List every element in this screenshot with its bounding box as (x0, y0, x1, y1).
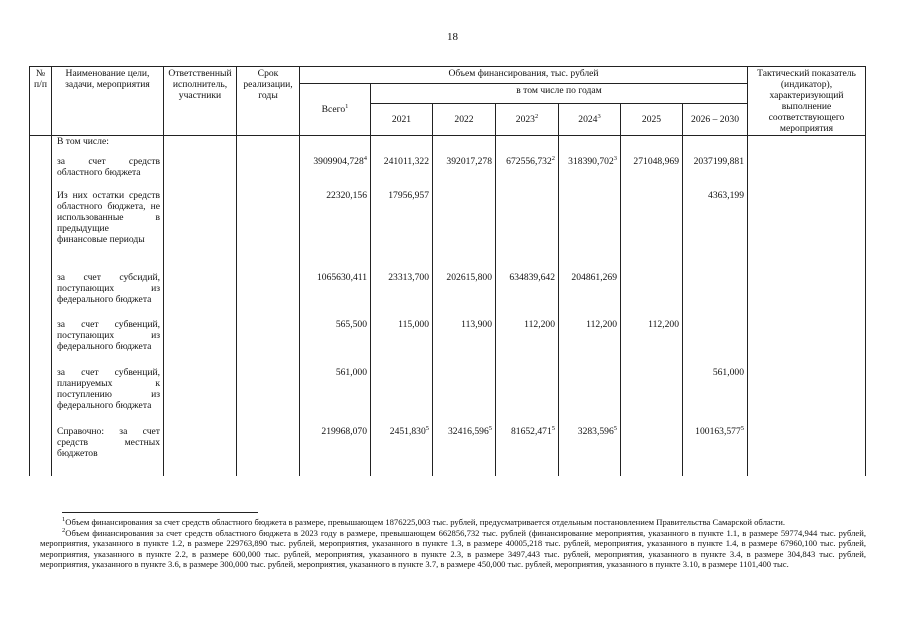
cell-year-value: 112,200 (621, 319, 683, 367)
cell-year-value: 100163,577$^5$ (683, 426, 748, 476)
col-header-year: 2023$^2$ (496, 104, 559, 136)
cell-num (30, 272, 52, 319)
cell-indicator (748, 136, 866, 156)
cell-num (30, 426, 52, 476)
cell-year-value (683, 272, 748, 319)
footnotes (40, 517, 866, 570)
cell-year-value (433, 367, 496, 426)
cell-term (237, 190, 300, 272)
cell-num (30, 136, 52, 156)
col-header-year: 2022 (433, 104, 496, 136)
cell-year-value: 112,200 (559, 319, 621, 367)
cell-name: В том числе: (52, 136, 164, 156)
cell-name: за счет средств областного бюджета (52, 156, 164, 190)
cell-responsible (164, 272, 237, 319)
cell-year-value: 3283,596$^5$ (559, 426, 621, 476)
cell-year-value (371, 367, 433, 426)
cell-year-value: 2451,830$^5$ (371, 426, 433, 476)
cell-year-value (683, 136, 748, 156)
cell-responsible (164, 367, 237, 426)
cell-term (237, 319, 300, 367)
cell-name: за счет субвенций, планируемых к поступлению из федерального бюджета (52, 367, 164, 426)
cell-year-value: 4363,199 (683, 190, 748, 272)
col-header-total: Всего$^1$ (300, 84, 371, 136)
cell-responsible (164, 426, 237, 476)
cell-year-value: 271048,969 (621, 156, 683, 190)
cell-num (30, 367, 52, 426)
cell-year-value (496, 190, 559, 272)
cell-year-value: 202615,800 (433, 272, 496, 319)
cell-year-value (433, 190, 496, 272)
cell-indicator (748, 367, 866, 426)
table-row (30, 156, 866, 190)
cell-num (30, 190, 52, 272)
cell-total: 22320,156 (300, 190, 371, 272)
cell-year-value (371, 136, 433, 156)
footnote: $^2$Объем финансирования за счет средств областного бюджета в 2023 году в размере, превышающем 662856,732 тыс. рублей (финансирование мероприятия, указанного в пункте 1.1, в размере 59774,944 тыс. рублей, мероприятия, указанного в пункте 1.2, в размере 229763,890 тыс. рублей, мероприятия, указанного в пункте 1.3, в размере 40005,218 тыс. рублей, мероприятия, указанного в пункте 1.4, в размере 67960,100 тыс. рублей, мероприятия, указанного в пункте 2.2, в размере 600,000 тыс. рублей, мероприятия, указанного в пункте 2.3, в размере 3497,443 тыс. рублей, мероприятия, указанного в пункте 3.4, в размере 304,843 тыс. рублей, мероприятия, указанного в пункте 3.6, в размере 300,000 тыс. рублей, мероприятия, указанного в пункте 3.7, в размере 450,000 тыс. рублей, мероприятия, указанного в пункте 3.10, в размере 1101,400 тыс. (40, 526, 866, 570)
cell-responsible (164, 190, 237, 272)
cell-year-value: 113,900 (433, 319, 496, 367)
cell-year-value: 81652,471$^5$ (496, 426, 559, 476)
cell-year-value (683, 319, 748, 367)
footnote-separator (62, 512, 258, 513)
cell-indicator (748, 156, 866, 190)
cell-num (30, 319, 52, 367)
col-header-responsible: Ответственный исполнитель, участники (164, 67, 237, 136)
cell-responsible (164, 319, 237, 367)
cell-year-value: 112,200 (496, 319, 559, 367)
cell-year-value (559, 367, 621, 426)
cell-year-value: 318390,702$^3$ (559, 156, 621, 190)
cell-year-value: 204861,269 (559, 272, 621, 319)
funding-table (29, 66, 866, 476)
cell-term (237, 136, 300, 156)
col-header-indicator: Тактический показатель (индикатор), характеризующий выполнение соответствующего мероприятия (748, 67, 866, 136)
table-row (30, 272, 866, 319)
cell-indicator (748, 319, 866, 367)
col-header-name: Наименование цели, задачи, мероприятия (52, 67, 164, 136)
table-row (30, 367, 866, 426)
cell-year-value: 392017,278 (433, 156, 496, 190)
col-header-term: Срок реализации, годы (237, 67, 300, 136)
cell-year-value (559, 190, 621, 272)
table-row (30, 426, 866, 476)
col-header-num: № п/п (30, 67, 52, 136)
col-header-year: 2024$^3$ (559, 104, 621, 136)
col-header-by-years: в том числе по годам (371, 84, 748, 104)
table-row (30, 190, 866, 272)
cell-num (30, 156, 52, 190)
cell-term (237, 367, 300, 426)
table-row (30, 319, 866, 367)
cell-year-value: 561,000 (683, 367, 748, 426)
cell-year-value (621, 272, 683, 319)
cell-total: 565,500 (300, 319, 371, 367)
table-row (30, 136, 866, 156)
cell-name: Справочно: за счет средств местных бюджетов (52, 426, 164, 476)
cell-year-value (496, 367, 559, 426)
cell-year-value: 672556,732$^2$ (496, 156, 559, 190)
cell-year-value: 23313,700 (371, 272, 433, 319)
cell-year-value: 115,000 (371, 319, 433, 367)
page-number: 18 (447, 31, 458, 43)
cell-total: 1065630,411 (300, 272, 371, 319)
col-header-year: 2025 (621, 104, 683, 136)
footnote: $^1$Объем финансирования за счет средств областного бюджета в размере, превышающем 1876225,003 тыс. рублей, предусматривается отдельным постановлением Правительства Самарской области. (62, 516, 785, 527)
cell-term (237, 272, 300, 319)
cell-year-value: 2037199,881 (683, 156, 748, 190)
cell-year-value: 241011,322 (371, 156, 433, 190)
cell-responsible (164, 156, 237, 190)
cell-year-value (621, 136, 683, 156)
cell-total (300, 136, 371, 156)
cell-name: за счет субсидий, поступающих из федерального бюджета (52, 272, 164, 319)
cell-indicator (748, 190, 866, 272)
cell-year-value (496, 136, 559, 156)
cell-indicator (748, 426, 866, 476)
cell-term (237, 426, 300, 476)
cell-year-value (559, 136, 621, 156)
cell-year-value: 32416,596$^5$ (433, 426, 496, 476)
cell-total: 3909904,728$^4$ (300, 156, 371, 190)
col-header-year: 2026 – 2030 (683, 104, 748, 136)
cell-year-value: 634839,642 (496, 272, 559, 319)
col-header-year: 2021 (371, 104, 433, 136)
cell-name: за счет субвенций, поступающих из федерального бюджета (52, 319, 164, 367)
col-header-volume: Объем финансирования, тыс. рублей (300, 67, 748, 84)
cell-year-value (621, 190, 683, 272)
cell-total: 561,000 (300, 367, 371, 426)
cell-year-value (621, 426, 683, 476)
cell-year-value (433, 136, 496, 156)
cell-term (237, 156, 300, 190)
cell-responsible (164, 136, 237, 156)
cell-year-value (621, 367, 683, 426)
cell-indicator (748, 272, 866, 319)
cell-name: Из них остатки средств областного бюджета, не использованные в предыдущие финансовые периоды (52, 190, 164, 272)
cell-total: 219968,070 (300, 426, 371, 476)
cell-year-value: 17956,957 (371, 190, 433, 272)
